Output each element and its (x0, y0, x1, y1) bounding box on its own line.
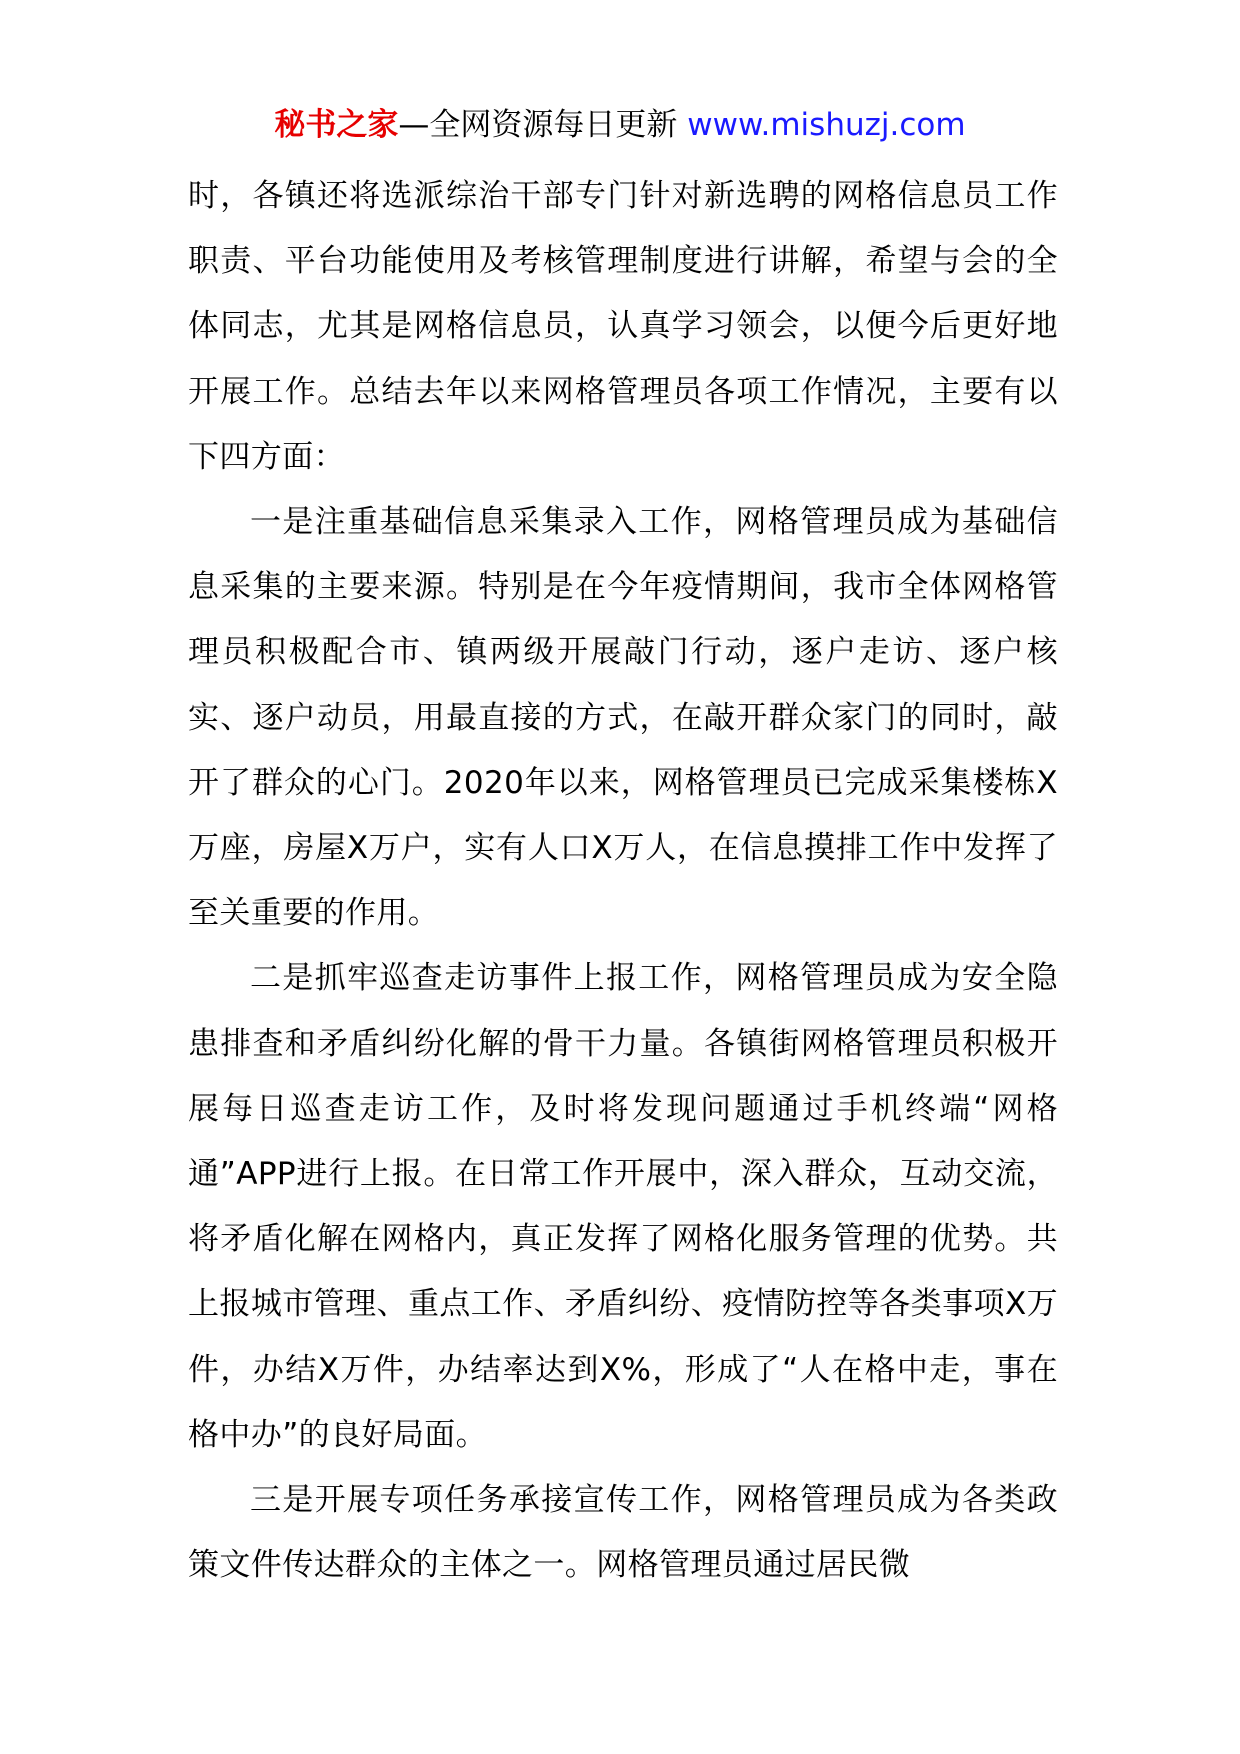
paragraph-continuation: 时，各镇还将选派综治干部专门针对新选聘的网格信息员工作职责、平台功能使用及考核管理制度进行讲解，希望与会的全体同志，尤其是网格信息员，认真学习领会，以便今后更好地开展工作。总结去年以来网格管理员各项工作情况，主要有以下四方面： (188, 178, 1058, 475)
paragraph-point-two: 二是抓牢巡查走访事件上报工作，网格管理员成为安全隐患排查和矛盾纠纷化解的骨干力量。各镇街网格管理员积极开展每日巡查走访工作，及时将发现问题通过手机终端“网格通”APP进行上报。在日常工作开展中，深入群众，互动交流，将矛盾化解在网格内，真正发挥了网格化服务管理的优势。共上报城市管理、重点工作、矛盾纠纷、疫情防控等各类事项X万件，办结X万件，办结率达到X%，形成了“人在格中走，事在格中办”的良好局面。 (188, 960, 1058, 1453)
paragraph-point-three: 三是开展专项任务承接宣传工作，网格管理员成为各类政策文件传达群众的主体之一。网格管理员通过居民微 (188, 1482, 1058, 1584)
header-site-link[interactable]: www.mishuzj.com (687, 107, 966, 143)
header-tagline: —全网资源每日更新 (398, 107, 688, 143)
document-body (188, 164, 1058, 1598)
paragraph-point-one: 一是注重基础信息采集录入工作，网格管理员成为基础信息采集的主要来源。特别是在今年疫情期间，我市全体网格管理员积极配合市、镇两级开展敲门行动，逐户走访、逐户核实、逐户动员，用最直接的方式，在敲开群众家门的同时，敲开了群众的心门。2020年以来，网格管理员已完成采集楼栋X万座，房屋X万户，实有人口X万人，在信息摸排工作中发挥了至关重要的作用。 (188, 504, 1058, 932)
page-header (0, 100, 1240, 150)
header-brand: 秘书之家 (274, 107, 399, 143)
